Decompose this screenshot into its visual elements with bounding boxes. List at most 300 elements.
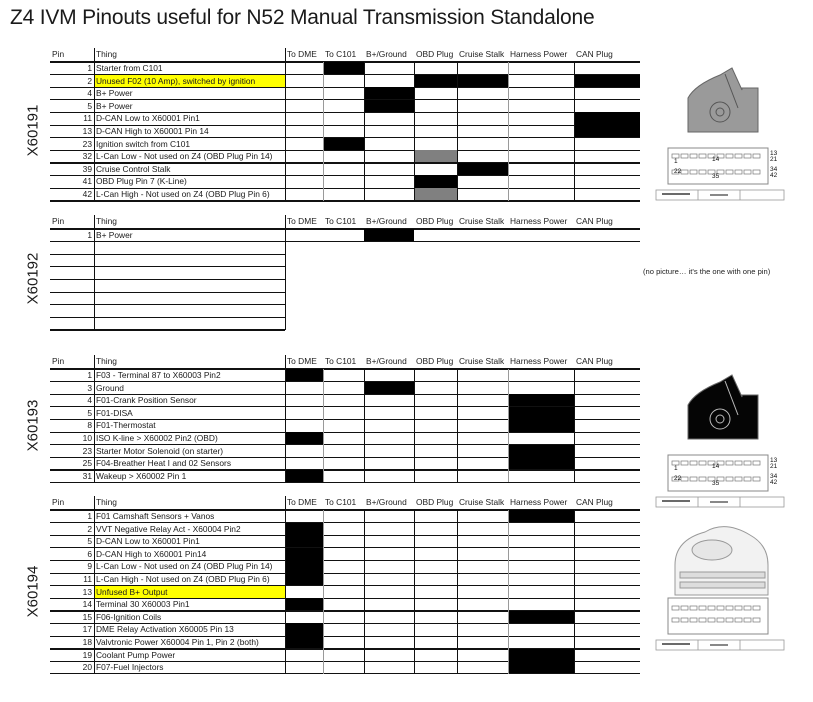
cell-dme-marked: [285, 573, 323, 586]
pin-number-label: 42: [770, 479, 778, 486]
pin-description: F03 - Terminal 87 to X60003 Pin2: [96, 370, 221, 380]
cell-obd-marked: [414, 188, 457, 201]
cell-dme: [285, 407, 323, 420]
cell-cruise: [457, 560, 508, 573]
cell-bground: [364, 112, 414, 125]
cell-cruise: [457, 470, 508, 483]
cell-c101: [323, 112, 364, 125]
cell-harness: [508, 75, 574, 88]
table-row: [50, 279, 640, 292]
cell-obd: [414, 457, 457, 470]
pin-description: L-Can High - Not used on Z4 (OBD Plug Pin 6): [96, 574, 270, 584]
pin-number: 13: [82, 126, 92, 136]
cell-bground: [364, 394, 414, 407]
cell-bground: [364, 188, 414, 201]
cell-harness-marked: [508, 445, 574, 458]
table-row: [50, 470, 640, 483]
table-row: [50, 382, 640, 395]
cell-dme: [285, 100, 323, 113]
cell-harness: [508, 62, 574, 75]
cell-dme-marked: [285, 523, 323, 536]
cell-dme-marked: [285, 598, 323, 611]
pin-number: 5: [87, 536, 92, 547]
column-divider: [508, 369, 509, 482]
cell-bground: [364, 661, 414, 674]
cell-c101: [323, 649, 364, 662]
pin-description: F04-Breather Heat I and 02 Sensors: [96, 458, 232, 469]
cell-dme: [285, 62, 323, 75]
cell-can: [574, 188, 640, 201]
pin-description: [94, 242, 285, 255]
pin-description: L-Can High - Not used on Z4 (OBD Plug Pin 6): [96, 189, 270, 199]
cell-can: [574, 369, 640, 382]
column-header-dme: To DME: [287, 356, 317, 366]
cell-cruise: [457, 457, 508, 470]
cell-cruise: [457, 523, 508, 536]
column-header-can: CAN Plug: [576, 497, 613, 507]
cell-dme-marked: [285, 470, 323, 483]
pin-description: Coolant Pump Power: [96, 649, 176, 660]
cell-cruise: [457, 535, 508, 548]
pin-description: Ground: [96, 382, 124, 393]
pin-number: 42: [82, 189, 92, 199]
pin-number-label: 1: [674, 158, 678, 165]
cell-bground: [364, 586, 414, 599]
cell-c101: [323, 407, 364, 420]
cell-can-marked: [574, 75, 640, 88]
cell-bground: [364, 150, 414, 163]
column-header-harness: Harness Power: [510, 356, 568, 366]
cell-can: [574, 394, 640, 407]
cell-harness-marked: [508, 457, 574, 470]
cell-obd: [414, 598, 457, 611]
connector-housing-drawing: [688, 68, 758, 132]
cell-harness: [508, 382, 574, 395]
cell-c101: [323, 548, 364, 561]
column-header-pin: Pin: [52, 356, 65, 366]
pin-number: 17: [82, 624, 92, 635]
connector-housing-drawing: [675, 527, 768, 595]
cell-obd: [414, 125, 457, 138]
cell-cruise: [457, 548, 508, 561]
pin-description: D-CAN High to X60001 Pin14: [96, 548, 207, 559]
column-divider: [323, 510, 324, 674]
cell-harness: [508, 432, 574, 445]
pin-number-label: 34: [770, 166, 778, 173]
column-header-thing: Thing: [96, 356, 117, 366]
pin-description: Cruise Control Stalk: [96, 163, 171, 174]
cell-obd: [414, 586, 457, 599]
column-header-harness: Harness Power: [510, 216, 568, 226]
cell-dme: [285, 229, 323, 242]
pin-number: [50, 292, 94, 305]
cell-bground-marked: [364, 87, 414, 100]
table-row: [50, 87, 640, 100]
cell-can: [574, 573, 640, 586]
pin-number-label: 22: [674, 168, 682, 175]
cell-obd: [414, 573, 457, 586]
column-header-can: CAN Plug: [576, 356, 613, 366]
pin-description: B+ Power: [96, 88, 133, 99]
cell-harness: [508, 100, 574, 113]
cell-can: [574, 175, 640, 188]
cell-bground-marked: [364, 382, 414, 395]
pin-number: 19: [82, 649, 92, 660]
cell-dme-marked: [285, 535, 323, 548]
cell-dme: [285, 649, 323, 662]
cell-obd: [414, 636, 457, 649]
cell-obd: [414, 649, 457, 662]
cell-dme: [285, 75, 323, 88]
cell-bground: [364, 623, 414, 636]
pin-number: 32: [82, 151, 92, 162]
cell-can: [574, 100, 640, 113]
cell-bground: [364, 419, 414, 432]
table-row: [50, 394, 640, 407]
table-row: [50, 305, 640, 318]
pin-description: D-CAN Low to X60001 Pin1: [96, 536, 200, 547]
cell-dme: [285, 661, 323, 674]
pin-description: L-Can Low - Not used on Z4 (OBD Plug Pin 14): [96, 561, 273, 572]
cell-bground: [364, 138, 414, 151]
cell-dme: [285, 87, 323, 100]
connector-housing-drawing: [688, 375, 758, 439]
pin-number: 31: [82, 470, 92, 481]
cell-c101: [323, 535, 364, 548]
cell-dme-marked: [285, 636, 323, 649]
cell-harness-marked: [508, 661, 574, 674]
cell-cruise: [457, 445, 508, 458]
cell-obd: [414, 229, 457, 242]
cell-dme: [285, 611, 323, 624]
cell-dme: [285, 112, 323, 125]
pin-description: Starter from C101: [96, 63, 163, 73]
pin-description: Valvtronic Power X60004 Pin 1, Pin 2 (both): [96, 637, 259, 647]
cell-can: [574, 623, 640, 636]
cell-c101: [323, 87, 364, 100]
cell-can: [574, 138, 640, 151]
table-row: [50, 100, 640, 113]
column-header-can: CAN Plug: [576, 49, 613, 59]
table-row: [50, 457, 640, 470]
column-divider: [323, 62, 324, 201]
cell-harness: [508, 369, 574, 382]
column-divider: [508, 510, 509, 674]
cell-can: [574, 229, 640, 242]
cell-harness: [508, 125, 574, 138]
table-row: [50, 369, 640, 382]
cell-harness: [508, 470, 574, 483]
column-header-dme: To DME: [287, 216, 317, 226]
cell-dme: [285, 188, 323, 201]
table-row: [50, 254, 640, 267]
cell-cruise: [457, 586, 508, 599]
column-divider: [364, 510, 365, 674]
table-row: [50, 138, 640, 151]
cell-cruise: [457, 432, 508, 445]
cell-harness: [508, 188, 574, 201]
cell-c101: [323, 163, 364, 176]
pin-description: [94, 317, 285, 330]
cell-cruise: [457, 62, 508, 75]
cell-c101: [323, 636, 364, 649]
cell-obd: [414, 163, 457, 176]
cell-bground: [364, 649, 414, 662]
cell-cruise: [457, 138, 508, 151]
column-header-obd: OBD Plug: [416, 216, 454, 226]
cell-c101: [323, 661, 364, 674]
pin-number: 4: [87, 395, 92, 406]
pin-description: F01-Crank Position Sensor: [96, 395, 197, 406]
pin-number: 15: [82, 611, 92, 622]
column-header-bground: B+/Ground: [366, 497, 407, 507]
cell-dme: [285, 445, 323, 458]
table-row: [50, 407, 640, 420]
column-header-thing: Thing: [96, 497, 117, 507]
cell-dme: [285, 394, 323, 407]
cell-can: [574, 150, 640, 163]
pin-number: 2: [87, 75, 92, 86]
column-divider: [414, 510, 415, 674]
cell-harness-marked: [508, 407, 574, 420]
cell-bground: [364, 457, 414, 470]
cell-cruise: [457, 407, 508, 420]
cell-can: [574, 598, 640, 611]
cell-dme: [285, 382, 323, 395]
table-row: [50, 419, 640, 432]
cell-c101: [323, 229, 364, 242]
cell-can: [574, 457, 640, 470]
column-header-pin: Pin: [52, 216, 65, 226]
cell-bground: [364, 432, 414, 445]
cell-dme: [285, 150, 323, 163]
cell-harness: [508, 150, 574, 163]
cell-cruise: [457, 112, 508, 125]
table-row: [50, 598, 640, 611]
cell-c101: [323, 100, 364, 113]
table-row: [50, 611, 640, 624]
cell-c101: [323, 457, 364, 470]
pin-description: F01 Camshaft Sensors + Vanos: [96, 511, 215, 521]
cell-cruise: [457, 229, 508, 242]
pin-number: 23: [82, 138, 92, 149]
cell-can: [574, 661, 640, 674]
column-divider: [285, 48, 286, 201]
row-divider: [50, 200, 640, 202]
cell-c101: [323, 432, 364, 445]
cell-obd: [414, 560, 457, 573]
cell-obd: [414, 112, 457, 125]
cell-harness: [508, 535, 574, 548]
cell-obd-marked: [414, 75, 457, 88]
cell-c101: [323, 623, 364, 636]
connector-picture: [650, 510, 790, 665]
cell-harness-marked: [508, 510, 574, 523]
table-row: [50, 125, 640, 138]
cell-bground: [364, 175, 414, 188]
cell-harness: [508, 598, 574, 611]
pin-number: 20: [82, 662, 92, 673]
cell-dme: [285, 586, 323, 599]
pin-number-label: 1: [674, 465, 678, 472]
table-row: [50, 150, 640, 163]
cell-can: [574, 548, 640, 561]
column-header-pin: Pin: [52, 497, 65, 507]
cell-c101: [323, 598, 364, 611]
cell-harness: [508, 636, 574, 649]
pin-number: 1: [87, 63, 92, 73]
connector-name: X60191: [24, 104, 42, 157]
cell-bground: [364, 636, 414, 649]
cell-obd: [414, 535, 457, 548]
cell-harness: [508, 548, 574, 561]
column-header-thing: Thing: [96, 49, 117, 59]
scale-bar-drawing: [656, 190, 784, 200]
cell-c101: [323, 510, 364, 523]
pin-number: 5: [87, 100, 92, 111]
cell-c101: [323, 382, 364, 395]
cell-obd: [414, 419, 457, 432]
table-row: [50, 175, 640, 188]
table-row: [50, 432, 640, 445]
column-header-harness: Harness Power: [510, 49, 568, 59]
cell-bground: [364, 75, 414, 88]
pin-description: B+ Power: [96, 230, 133, 240]
pin-description: [94, 292, 285, 305]
cell-dme-marked: [285, 432, 323, 445]
cell-can: [574, 445, 640, 458]
cell-cruise: [457, 661, 508, 674]
cell-harness: [508, 112, 574, 125]
table-row: [50, 445, 640, 458]
connector-section-x60194: [0, 496, 813, 677]
table-row: [50, 267, 640, 280]
pin-number-label: 13: [770, 150, 778, 157]
cell-can: [574, 382, 640, 395]
column-header-bground: B+/Ground: [366, 216, 407, 226]
pin-number-label: 21: [770, 463, 778, 470]
pin-number: [50, 254, 94, 267]
pin-number: 2: [87, 523, 92, 534]
cell-harness: [508, 175, 574, 188]
column-divider: [508, 62, 509, 201]
cell-bground: [364, 598, 414, 611]
column-divider: [94, 355, 95, 482]
column-divider: [574, 510, 575, 674]
connector-section-x60192: [0, 215, 813, 333]
cell-c101-marked: [323, 62, 364, 75]
cell-c101: [323, 394, 364, 407]
cell-harness-marked: [508, 419, 574, 432]
cell-dme: [285, 125, 323, 138]
pin-number: 11: [83, 574, 92, 584]
column-header-thing: Thing: [96, 216, 117, 226]
cell-c101: [323, 75, 364, 88]
pin-description: OBD Plug Pin 7 (K-Line): [96, 176, 187, 187]
cell-c101: [323, 611, 364, 624]
cell-bground: [364, 535, 414, 548]
cell-cruise: [457, 100, 508, 113]
cell-bground: [364, 125, 414, 138]
column-header-cruise: Cruise Stalk: [459, 216, 505, 226]
pin-number: 1: [87, 370, 92, 380]
connector-name: X60194: [24, 565, 42, 618]
cell-can: [574, 407, 640, 420]
cell-can: [574, 535, 640, 548]
cell-dme: [285, 163, 323, 176]
cell-bground: [364, 470, 414, 483]
cell-bground: [364, 445, 414, 458]
cell-harness: [508, 623, 574, 636]
cell-can: [574, 611, 640, 624]
cell-c101: [323, 445, 364, 458]
pin-number: 41: [82, 176, 92, 187]
no-picture-note: (no picture… it's the one with one pin): [643, 267, 771, 276]
pin-number: 5: [87, 407, 92, 418]
pin-number-label: 14: [712, 156, 720, 163]
pin-number: 23: [82, 445, 92, 456]
pin-number: [50, 317, 94, 330]
cell-c101: [323, 523, 364, 536]
cell-cruise: [457, 125, 508, 138]
connector-section-x60191: [0, 48, 813, 204]
column-header-obd: OBD Plug: [416, 497, 454, 507]
pin-number: 3: [87, 382, 92, 393]
cell-can: [574, 586, 640, 599]
cell-c101: [323, 369, 364, 382]
table-row: [50, 163, 640, 176]
column-header-cruise: Cruise Stalk: [459, 356, 505, 366]
cell-can: [574, 87, 640, 100]
column-header-harness: Harness Power: [510, 497, 568, 507]
column-header-dme: To DME: [287, 49, 317, 59]
cell-obd: [414, 611, 457, 624]
column-header-c101: To C101: [325, 216, 357, 226]
connector-name: X60192: [24, 253, 42, 305]
cell-harness: [508, 560, 574, 573]
cell-bground: [364, 407, 414, 420]
table-row: [50, 523, 640, 536]
pin-description: Unused F02 (10 Amp), switched by ignition: [94, 75, 285, 88]
table-row: [50, 229, 640, 242]
cell-obd-marked: [414, 175, 457, 188]
pin-description: F07-Fuel Injectors: [96, 662, 164, 673]
pin-number-label: 35: [712, 480, 720, 487]
pin-description: D-CAN Low to X60001 Pin1: [96, 113, 200, 124]
cell-obd-marked: [414, 150, 457, 163]
pin-number: 8: [87, 420, 92, 431]
cell-can: [574, 419, 640, 432]
cell-cruise: [457, 87, 508, 100]
cell-harness: [508, 229, 574, 242]
pin-number-label: 14: [712, 463, 720, 470]
table-row: [50, 560, 640, 573]
pin-number: 4: [87, 88, 92, 99]
cell-cruise-marked: [457, 75, 508, 88]
cell-can: [574, 62, 640, 75]
column-header-c101: To C101: [325, 497, 357, 507]
pin-number: 1: [87, 511, 92, 521]
cell-obd: [414, 661, 457, 674]
cell-harness: [508, 573, 574, 586]
cell-dme: [285, 138, 323, 151]
column-header-pin: Pin: [52, 49, 65, 59]
pin-number-label: 21: [770, 156, 778, 163]
cell-bground: [364, 510, 414, 523]
pin-number: 14: [82, 599, 92, 610]
cell-cruise: [457, 175, 508, 188]
cell-c101: [323, 560, 364, 573]
